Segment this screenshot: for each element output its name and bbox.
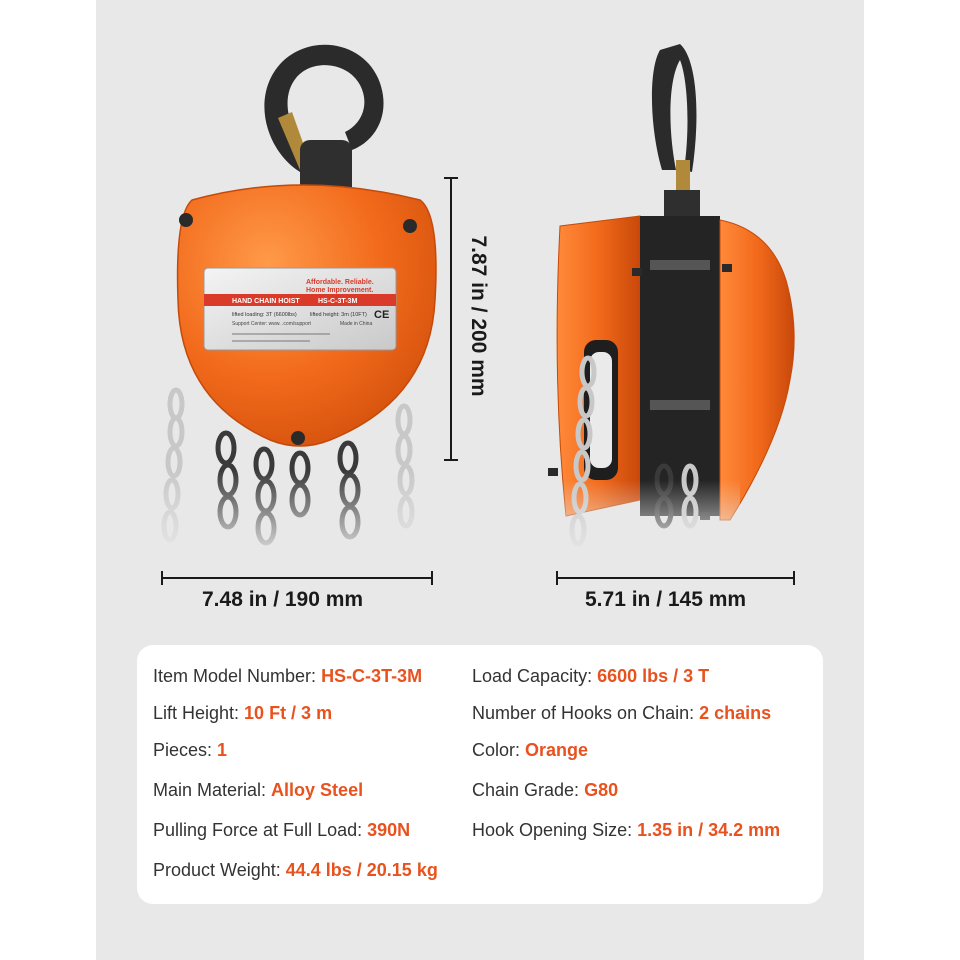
spec-label: Lift Height: [153,703,245,723]
label-made-in: Made in China [340,321,373,327]
spec-value: G80 [584,780,619,800]
label-tagline-2: Home Improvement. [306,287,374,294]
label-plate [204,268,396,350]
spec-lift-height [153,703,332,724]
spec-product-weight [153,860,438,881]
spec-value: 44.4 lbs / 20.15 kg [285,860,438,880]
label-loading: lifted loading: 3T (6600lbs) [232,312,297,318]
front-hook [264,45,383,200]
label-title: HAND CHAIN HOIST [232,298,300,305]
spec-value: 390N [367,820,411,840]
spec-pulling-force [153,820,410,841]
spec-hook-opening [472,820,780,841]
label-height: lifted height: 3m (10FT) [310,312,367,318]
spec-value: HS-C-3T-3M [321,666,423,686]
spec-label: Color: [472,740,526,760]
spec-label: Pulling Force at Full Load: [153,820,368,840]
spec-main-material [153,780,363,801]
spec-label: Pieces: [153,740,218,760]
spec-pieces [153,740,227,761]
depth-dimension-label: 5.71 in / 145 mm [585,588,747,611]
spec-label: Item Model Number: [153,666,322,686]
spec-value: Alloy Steel [271,780,364,800]
label-support: Support Center: www. .com/support [232,321,311,327]
spec-model-number [153,666,422,687]
ce-mark: CE [374,309,390,321]
spec-hooks-on-chain [472,703,771,724]
spec-value: 1 [217,740,228,760]
label-model: HS-C-3T-3M [318,298,358,305]
label-tagline-1: Affordable. Reliable. [306,279,374,286]
spec-label: Product Weight: [153,860,286,880]
front-view [150,45,436,560]
spec-label: Number of Hooks on Chain: [472,703,700,723]
spec-label: Load Capacity: [472,666,598,686]
height-dimension-label: 7.87 in / 200 mm [467,235,490,397]
spec-value: 10 Ft / 3 m [244,703,333,723]
spec-value: 1.35 in / 34.2 mm [637,820,781,840]
spec-chain-grade [472,780,618,801]
spec-color [472,740,588,761]
spec-label: Hook Opening Size: [472,820,638,840]
width-dimension-label: 7.48 in / 190 mm [202,588,364,611]
height-dimension-line [444,178,458,460]
spec-label: Main Material: [153,780,272,800]
spec-value: Orange [525,740,589,760]
spec-load-capacity [472,666,709,687]
width-dimension-line [162,571,432,585]
spec-label: Chain Grade: [472,780,585,800]
side-view [540,44,794,560]
spec-card [137,645,823,904]
depth-dimension-line [557,571,794,585]
side-hook [652,44,700,230]
spec-value: 2 chains [699,703,772,723]
spec-value: 6600 lbs / 3 T [597,666,710,686]
